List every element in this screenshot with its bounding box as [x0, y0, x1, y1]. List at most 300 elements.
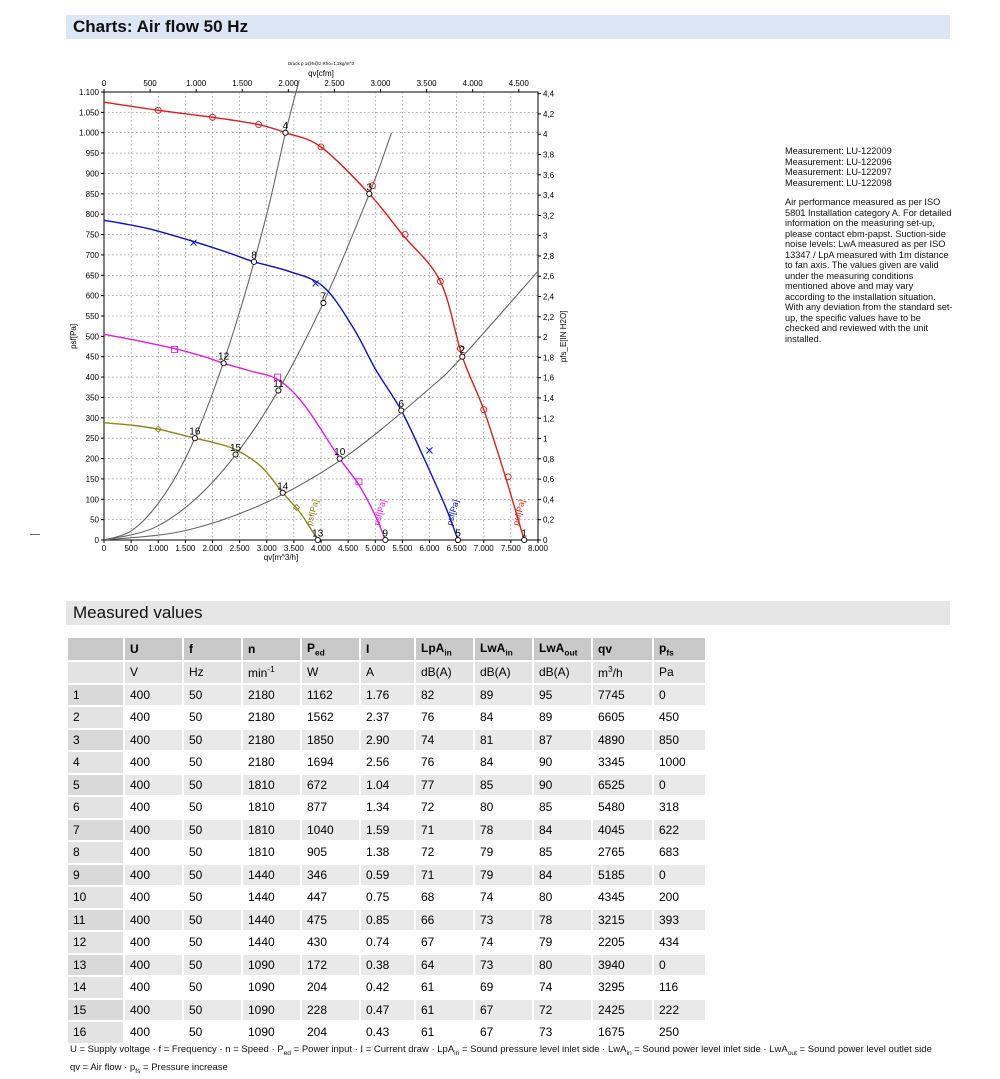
- table-cell: 85: [475, 775, 532, 796]
- row-index-cell: 16: [68, 1022, 123, 1043]
- unit-superscript: 3: [608, 664, 613, 675]
- inh2o-tick-label: 4: [543, 130, 548, 140]
- cfm-tick-label: 1.500: [232, 79, 253, 88]
- table-cell: 5480: [593, 797, 652, 818]
- table-cell: 85: [534, 797, 591, 818]
- y-tick-label: 150: [85, 474, 99, 484]
- table-cell: 66: [416, 910, 473, 931]
- inh2o-tick-label: 0,6: [543, 475, 555, 485]
- table-cell: 79: [475, 865, 532, 886]
- table-legend-line-1: [70, 1043, 932, 1061]
- table-cell: 400: [125, 797, 182, 818]
- table-cell: 1.04: [361, 775, 414, 796]
- table-cell: 72: [416, 842, 473, 863]
- unit-cell: [475, 662, 532, 683]
- inh2o-tick-label: 0: [543, 536, 548, 545]
- header-cell: [184, 638, 241, 660]
- table-cell: 1675: [593, 1022, 652, 1043]
- inh2o-tick-label: 0,8: [543, 454, 555, 464]
- table-units-row: [68, 662, 705, 683]
- table-cell: 400: [125, 730, 182, 751]
- table-cell: 2180: [243, 730, 300, 751]
- row-index-cell: 14: [68, 977, 123, 998]
- table-cell: 77: [416, 775, 473, 796]
- x-tick-label: 5.000: [365, 544, 386, 553]
- table-cell: 0: [654, 865, 705, 886]
- x-tick-label: 3.000: [256, 544, 277, 553]
- x-tick-label: 6.500: [446, 544, 467, 553]
- inh2o-tick-label: 0,2: [543, 515, 555, 525]
- table-cell: 204: [302, 1022, 359, 1043]
- series-label: psf[Pa]: [304, 498, 321, 527]
- operating-point-label: 2: [459, 345, 466, 357]
- table-cell: 67: [475, 1022, 532, 1043]
- table-cell: 61: [416, 977, 473, 998]
- operating-point-label: 3: [366, 182, 373, 194]
- measurement-line: Measurement: LU-122098: [785, 177, 892, 188]
- table-cell: 683: [654, 842, 705, 863]
- table-cell: 1090: [243, 1000, 300, 1021]
- inh2o-tick-label: 3,8: [543, 150, 555, 160]
- table-cell: 50: [184, 1000, 241, 1021]
- table-cell: 4890: [593, 730, 652, 751]
- operating-point-label: 6: [398, 398, 405, 410]
- y-tick-label: 1.000: [78, 128, 99, 138]
- table-cell: 400: [125, 865, 182, 886]
- legend-text: = Sound power level inlet side · LwA: [631, 1044, 788, 1055]
- series-line: [104, 334, 385, 540]
- operating-point-label: 13: [312, 528, 324, 540]
- table-cell: 50: [184, 842, 241, 863]
- table-row: [68, 1000, 705, 1021]
- table-cell: 0.47: [361, 1000, 414, 1021]
- table-cell: 204: [302, 977, 359, 998]
- y-tick-label: 1.050: [78, 108, 99, 118]
- x-tick-label: 8.000: [527, 544, 549, 553]
- table-cell: 400: [125, 685, 182, 706]
- inh2o-tick-label: 1,6: [543, 373, 555, 383]
- measurement-description: Air performance measured as per ISO 5801 Installation category A. For detailed information on the measuring set-up, please contact ebm-papst. Suction-side noise levels: LwA measured as per ISO 13347 / LpA measured with 1m distance to fan axis. The values given are valid under the measuring conditions mentioned above and may vary according to the installation situation. With any deviation from the standard set-up, the specific values have to be checked and reviewed with the unit installed.: [785, 197, 953, 344]
- table-cell: 318: [654, 797, 705, 818]
- inh2o-tick-label: 1,4: [543, 393, 555, 403]
- y-tick-label: 950: [85, 149, 99, 159]
- legend-text: = Sound pressure level inlet side · LwA: [459, 1044, 627, 1055]
- table-cell: 222: [654, 1000, 705, 1021]
- table-cell: 393: [654, 910, 705, 931]
- table-cell: 228: [302, 1000, 359, 1021]
- x-tick-label: 4.000: [310, 544, 332, 553]
- table-cell: 2180: [243, 752, 300, 773]
- x2-axis-label: qv[cfm]: [308, 69, 334, 78]
- measurement-line: Measurement: LU-122009: [785, 146, 892, 156]
- x-axis-label: qv[m^3/h]: [263, 553, 299, 562]
- unit-label: dB(A): [480, 665, 511, 680]
- table-cell: 0: [654, 775, 705, 796]
- table-cell: 89: [534, 707, 591, 728]
- table-cell: 1694: [302, 752, 359, 773]
- operating-point-label: 10: [334, 447, 346, 459]
- table-cell: 1040: [302, 820, 359, 841]
- x-tick-label: 7.500: [500, 544, 521, 553]
- table-cell: 64: [416, 955, 473, 976]
- row-index-cell: 4: [68, 752, 123, 773]
- table-cell: 0.43: [361, 1022, 414, 1043]
- table-cell: 79: [475, 842, 532, 863]
- table-cell: 400: [125, 887, 182, 908]
- inh2o-tick-label: 2: [543, 333, 548, 343]
- table-cell: 6605: [593, 707, 652, 728]
- table-cell: 0.75: [361, 887, 414, 908]
- system-curve: [101, 79, 299, 540]
- inh2o-tick-label: 4,2: [543, 109, 555, 119]
- unit-cell: [593, 662, 652, 683]
- table-row: [68, 865, 705, 886]
- header-label: LpA: [421, 640, 445, 655]
- row-index-cell: 3: [68, 730, 123, 751]
- table-cell: 1000: [654, 752, 705, 773]
- table-cell: 73: [534, 1022, 591, 1043]
- unit-superscript: -1: [267, 664, 275, 675]
- table-cell: 0.74: [361, 932, 414, 953]
- inh2o-tick-label: 1: [543, 434, 548, 444]
- table-cell: 0.38: [361, 955, 414, 976]
- row-index-cell: 10: [68, 887, 123, 908]
- table-cell: 84: [475, 752, 532, 773]
- header-cell: [475, 638, 532, 660]
- unit-cell-empty: [68, 662, 123, 683]
- table-cell: 50: [184, 752, 241, 773]
- unit-cell: [654, 662, 705, 683]
- table-row: [68, 685, 705, 706]
- inh2o-tick-label: 1,2: [543, 414, 555, 424]
- table-row: [68, 707, 705, 728]
- table-cell: 50: [184, 977, 241, 998]
- table-cell: 400: [125, 1022, 182, 1043]
- table-cell: 84: [534, 865, 591, 886]
- header-cell: [593, 638, 652, 660]
- table-row: [68, 977, 705, 998]
- table-cell: 84: [475, 707, 532, 728]
- table-cell: 905: [302, 842, 359, 863]
- y-tick-label: 450: [85, 352, 99, 362]
- table-cell: 90: [534, 775, 591, 796]
- table-cell: 400: [125, 955, 182, 976]
- legend-text: = Power input · I = Current draw · LpA: [291, 1044, 455, 1055]
- header-subscript: fs: [666, 647, 674, 658]
- unit-tail: /h: [612, 666, 623, 681]
- table-header-row: [68, 638, 705, 660]
- y-tick-label: 50: [90, 515, 99, 525]
- unit-label: dB(A): [539, 665, 570, 680]
- table-cell: 1.76: [361, 685, 414, 706]
- table-cell: 61: [416, 1022, 473, 1043]
- table-cell: 1.59: [361, 820, 414, 841]
- operating-point-label: 12: [218, 351, 230, 363]
- divider-dash: [30, 534, 40, 535]
- legend-text: U = Supply voltage · f = Frequency · n = Speed · P: [70, 1044, 284, 1055]
- table-cell: 61: [416, 1000, 473, 1021]
- table-cell: 3940: [593, 955, 652, 976]
- y-tick-label: 600: [85, 291, 99, 301]
- table-cell: 68: [416, 887, 473, 908]
- header-cell: [416, 638, 473, 660]
- table-cell: 250: [654, 1022, 705, 1043]
- table-cell: 50: [184, 910, 241, 931]
- table-cell: 7745: [593, 685, 652, 706]
- table-row: [68, 842, 705, 863]
- table-cell: 73: [475, 910, 532, 931]
- unit-label: dB(A): [421, 665, 452, 680]
- x-tick-label: 3.500: [283, 544, 304, 553]
- table-cell: 1.34: [361, 797, 414, 818]
- cfm-tick-label: 3.000: [370, 79, 391, 88]
- table-cell: 116: [654, 977, 705, 998]
- y-tick-label: 650: [85, 271, 99, 281]
- y-tick-label: 200: [85, 454, 99, 464]
- table-cell: 50: [184, 775, 241, 796]
- header-label: qv: [598, 642, 613, 656]
- y-tick-label: 550: [85, 312, 99, 321]
- table-cell: 95: [534, 685, 591, 706]
- table-cell: 3345: [593, 752, 652, 773]
- table-row: [68, 910, 705, 931]
- legend-subscript: in: [626, 1049, 632, 1057]
- inh2o-tick-label: 0,4: [543, 495, 555, 505]
- table-cell: 72: [416, 797, 473, 818]
- table-cell: 2425: [593, 1000, 652, 1021]
- x-tick-label: 7.000: [473, 544, 494, 553]
- x-tick-label: 2.500: [229, 544, 250, 553]
- cfm-tick-label: 500: [143, 79, 157, 88]
- table-cell: 1810: [243, 775, 300, 796]
- table-cell: 2.37: [361, 707, 414, 728]
- table-row: [68, 1022, 705, 1043]
- y-tick-label: 800: [85, 210, 99, 220]
- y2-axis-label: pfs_E[IN H2O]: [559, 310, 568, 363]
- cfm-tick-label: 2.000: [278, 79, 299, 88]
- table-cell: 80: [534, 955, 591, 976]
- table-cell: 1162: [302, 685, 359, 706]
- table-cell: 400: [125, 820, 182, 841]
- table-cell: 622: [654, 820, 705, 841]
- operating-point-label: 5: [455, 528, 461, 540]
- legend-subscript: fs: [135, 1067, 141, 1075]
- table-cell: 50: [184, 865, 241, 886]
- operating-point-label: 4: [282, 121, 289, 133]
- inh2o-tick-label: 2,4: [543, 292, 555, 302]
- table-cell: 400: [125, 932, 182, 953]
- cfm-tick-label: 3.500: [416, 79, 437, 88]
- y-tick-label: 900: [85, 169, 99, 179]
- table-cell: 400: [125, 842, 182, 863]
- table-cell: 400: [125, 707, 182, 728]
- legend-text: = Sound power level outlet side: [796, 1044, 932, 1055]
- header-cell: [654, 638, 705, 660]
- legend-subscript: ed: [283, 1049, 291, 1057]
- table-cell: 50: [184, 730, 241, 751]
- table-cell: 400: [125, 910, 182, 931]
- table-cell: 67: [416, 932, 473, 953]
- table-cell: 877: [302, 797, 359, 818]
- measurement-line: Measurement: LU-122097: [785, 167, 892, 177]
- table-cell: 84: [534, 820, 591, 841]
- unit-label: Hz: [189, 665, 204, 680]
- header-label: LwA: [539, 640, 565, 655]
- measured-values-header: Measured values: [66, 601, 950, 625]
- table-cell: 2.56: [361, 752, 414, 773]
- table-cell: 1810: [243, 797, 300, 818]
- table-cell: 0.85: [361, 910, 414, 931]
- x-tick-label: 1.500: [175, 544, 196, 553]
- table-cell: 50: [184, 820, 241, 841]
- unit-cell: [302, 662, 359, 683]
- unit-label: m: [598, 666, 608, 681]
- table-cell: 1440: [243, 887, 300, 908]
- inh2o-tick-label: 1,8: [543, 353, 555, 363]
- x-tick-label: 0: [101, 544, 107, 553]
- table-cell: 3215: [593, 910, 652, 931]
- inh2o-tick-label: 3,6: [543, 170, 555, 180]
- table-cell: 80: [475, 797, 532, 818]
- unit-cell: [534, 662, 591, 683]
- measured-values-table: [66, 636, 707, 1045]
- x-tick-label: 2.000: [202, 544, 223, 553]
- row-index-cell: 6: [68, 797, 123, 818]
- row-index-cell: 15: [68, 1000, 123, 1021]
- header-cell: [361, 638, 414, 660]
- y-tick-label: 100: [85, 495, 99, 505]
- row-index-cell: 5: [68, 775, 123, 796]
- operating-point-label: 1: [521, 528, 527, 540]
- legend-text: qv = Air flow · p: [70, 1061, 136, 1073]
- table-cell: 400: [125, 752, 182, 773]
- table-cell: 434: [654, 932, 705, 953]
- operating-point-label: 11: [273, 379, 284, 391]
- row-index-cell: 13: [68, 955, 123, 976]
- table-cell: 85: [534, 842, 591, 863]
- table-cell: 71: [416, 865, 473, 886]
- x-tick-label: 500: [124, 544, 138, 553]
- x-tick-label: 1.000: [148, 544, 169, 553]
- table-cell: 172: [302, 955, 359, 976]
- y-tick-label: 0: [94, 536, 99, 545]
- table-cell: 2180: [243, 707, 300, 728]
- y-tick-label: 700: [85, 250, 99, 260]
- operating-point-label: 14: [277, 481, 289, 493]
- row-index-cell: 8: [68, 842, 123, 863]
- table-cell: 50: [184, 685, 241, 706]
- unit-cell: [243, 662, 300, 683]
- table-legend: [70, 1043, 932, 1079]
- inh2o-tick-label: 2,6: [543, 272, 555, 282]
- unit-label: A: [366, 665, 375, 680]
- series-label: psf[Pa]: [510, 498, 527, 527]
- table-cell: 346: [302, 865, 359, 886]
- table-cell: 69: [475, 977, 532, 998]
- table-cell: 430: [302, 932, 359, 953]
- table-cell: 4045: [593, 820, 652, 841]
- operating-point-label: 9: [382, 528, 389, 540]
- table-cell: 50: [184, 707, 241, 728]
- table-cell: 67: [475, 1000, 532, 1021]
- table-cell: 78: [534, 910, 591, 931]
- table-row: [68, 797, 705, 818]
- table-cell: 50: [184, 955, 241, 976]
- unit-cell: [416, 662, 473, 683]
- table-cell: 1090: [243, 977, 300, 998]
- table-cell: 50: [184, 797, 241, 818]
- system-curve: [104, 271, 538, 540]
- x-tick-label: 6.000: [419, 544, 440, 553]
- header-label: p: [659, 640, 667, 655]
- y-tick-label: 850: [85, 189, 99, 199]
- table-cell: 74: [475, 932, 532, 953]
- x-tick-label: 4.500: [338, 544, 359, 553]
- operating-point-label: 15: [229, 442, 242, 454]
- cfm-tick-label: 4.000: [462, 79, 483, 88]
- table-row: [68, 752, 705, 773]
- table-cell: 0.42: [361, 977, 414, 998]
- header-label: U: [130, 642, 139, 656]
- table-cell: 1440: [243, 910, 300, 931]
- header-cell: [125, 638, 182, 660]
- table-cell: 1810: [243, 842, 300, 863]
- table-cell: 1090: [243, 1022, 300, 1043]
- table-cell: 450: [654, 707, 705, 728]
- operating-point-label: 8: [251, 250, 257, 262]
- table-cell: 1440: [243, 865, 300, 886]
- table-cell: 1.38: [361, 842, 414, 863]
- header-label: I: [366, 642, 370, 656]
- y-tick-label: 350: [85, 393, 99, 403]
- header-subscript: in: [444, 647, 452, 658]
- legend-subscript: out: [787, 1049, 797, 1057]
- row-index-cell: 9: [68, 865, 123, 886]
- header-label: n: [248, 642, 256, 656]
- table-cell: 89: [475, 685, 532, 706]
- header-label: f: [189, 642, 193, 656]
- unit-cell: [125, 662, 182, 683]
- table-cell: 2180: [243, 685, 300, 706]
- cfm-tick-label: 4.500: [508, 79, 529, 88]
- y-tick-label: 400: [85, 373, 99, 383]
- table-cell: 2.90: [361, 730, 414, 751]
- table-cell: 1562: [302, 707, 359, 728]
- table-row: [68, 932, 705, 953]
- inh2o-tick-label: 2,8: [543, 251, 555, 261]
- table-row: [68, 820, 705, 841]
- unit-label: min: [248, 666, 268, 681]
- inh2o-tick-label: 3,4: [543, 191, 555, 201]
- measurement-notes: [785, 146, 955, 344]
- table-cell: 81: [475, 730, 532, 751]
- legend-subscript: in: [454, 1049, 460, 1057]
- table-cell: 87: [534, 730, 591, 751]
- table-cell: 50: [184, 887, 241, 908]
- table-cell: 0: [654, 955, 705, 976]
- cfm-tick-label: 2.500: [324, 79, 345, 88]
- table-cell: 2765: [593, 842, 652, 863]
- y-tick-label: 250: [85, 434, 99, 444]
- unit-cell: [184, 662, 241, 683]
- header-cell: [243, 638, 300, 660]
- table-cell: 0: [654, 685, 705, 706]
- table-cell: 200: [654, 887, 705, 908]
- table-row: [68, 887, 705, 908]
- table-row: [68, 955, 705, 976]
- table-cell: 74: [416, 730, 473, 751]
- header-cell: [302, 638, 359, 660]
